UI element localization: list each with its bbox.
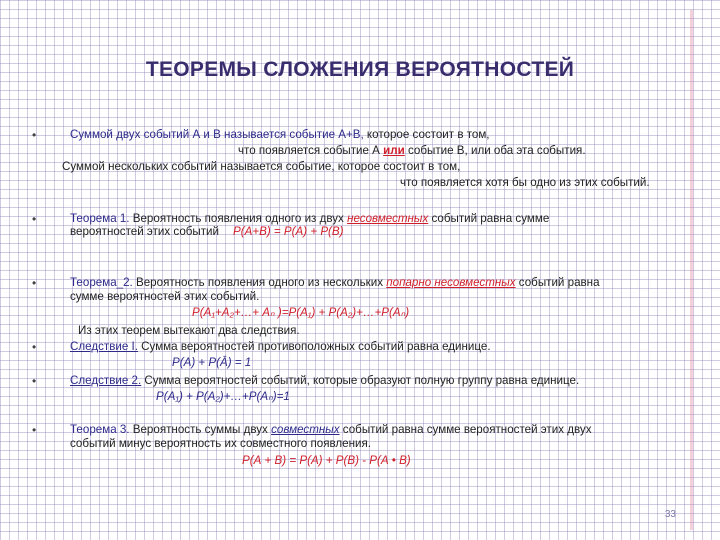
definition-line-2-a: что появляется событие А: [238, 144, 384, 157]
theorem3-line-2: событий минус вероятность их совместного появления.: [70, 437, 371, 450]
bullet: •: [32, 340, 37, 354]
theorem1-line-1: [70, 212, 549, 226]
bullet: •: [32, 276, 37, 290]
theorem1-formula: Р(А+В) = Р(А) + Р(В): [233, 225, 344, 238]
theorem2-text-b: событий равна: [515, 276, 600, 289]
bullet: •: [32, 374, 37, 388]
theorem2-label: Теорема_2.: [70, 276, 133, 289]
corollary2-text: Сумма вероятностей событий, которые образуют полную группу равна единице.: [141, 374, 580, 387]
bullet: •: [32, 423, 37, 437]
definition-line-1-rest: которое состоит в том,: [363, 128, 490, 141]
definition-term: Суммой двух событий А и В называется событие А+В,: [70, 128, 364, 141]
theorem1-term: несовместных: [347, 212, 429, 225]
corollary1-formula: Р(А) + Р(Ā) = 1: [172, 356, 252, 369]
theorem3-label: Теорема 3.: [70, 423, 130, 436]
theorem2-formula: Р(А₁+А₂+…+ Аₙ )=Р(А₁) + Р(А₂)+…+Р(Аₙ): [192, 306, 410, 319]
theorem3-line-1: [70, 423, 592, 437]
corollary1-label: Следствие I.: [70, 340, 138, 353]
theorem2-line-2: сумме вероятностей этих событий.: [70, 290, 260, 303]
definition-line-2: [238, 144, 586, 158]
theorem1-label: Теорема 1.: [70, 212, 130, 225]
corollary2-label: Следствие 2.: [70, 374, 142, 387]
theorem1-text-a: Вероятность появления одного из двух: [129, 212, 348, 225]
page-number: 33: [664, 509, 676, 520]
definition-line-4: что появляется хотя бы одно из этих событий.: [400, 176, 650, 189]
slide-title: ТЕОРЕМЫ СЛОЖЕНИЯ ВЕРОЯТНОСТЕЙ: [145, 58, 575, 81]
theorem2-note: Из этих теорем вытекают два следствия.: [78, 324, 300, 337]
corollary1-line: [70, 340, 491, 354]
theorem3-text-a: Вероятность суммы двух: [129, 423, 272, 436]
margin-line: [690, 10, 693, 530]
bullet: •: [32, 128, 37, 142]
theorem1-line-2-text: вероятностей этих событий: [70, 225, 220, 238]
theorem2-term: попарно несовместных: [386, 276, 516, 289]
theorem1-text-b: событий равна сумме: [428, 212, 550, 225]
definition-line-3: Суммой нескольких событий называется событие, которое состоит в том,: [62, 160, 461, 173]
corollary2-line: [70, 374, 579, 388]
corollary2-formula: Р(А₁) + Р(А₂)+…+Р(Аₙ)=1: [156, 390, 290, 403]
corollary1-text: Сумма вероятностей противоположных событий равна единице.: [137, 340, 491, 353]
theorem3-term: совместных: [271, 423, 340, 436]
bullet: •: [32, 212, 37, 226]
theorem3-formula: Р(А + В) = Р(А) + Р(В) - Р(А • В): [242, 454, 411, 467]
theorem2-line-1: [70, 276, 600, 290]
definition-or: или: [383, 144, 405, 157]
theorem2-text-a: Вероятность появления одного из нескольких: [132, 276, 387, 289]
theorem1-line-2: [70, 225, 344, 239]
definition-line-1: [70, 128, 490, 142]
theorem3-text-b: событий равна сумме вероятностей этих двух: [339, 423, 592, 436]
definition-line-2-b: событие В, или оба эта события.: [404, 144, 586, 157]
